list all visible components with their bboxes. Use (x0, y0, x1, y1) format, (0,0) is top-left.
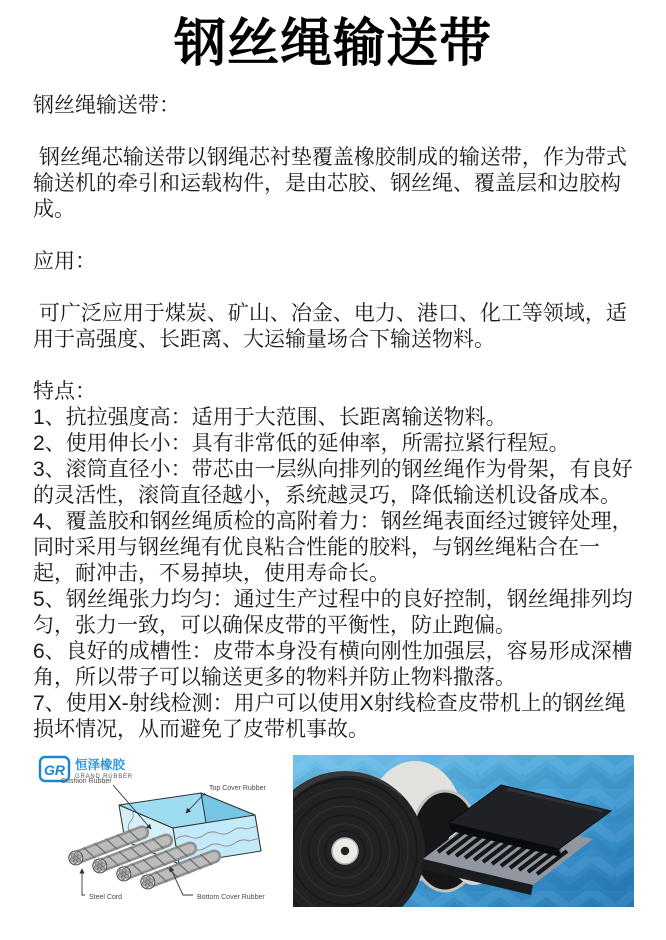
feature-item: 2、使用伸长小：具有非常低的延伸率，所需拉紧行程短。 (33, 431, 570, 455)
belt-structure-diagram (33, 755, 284, 910)
document-body (0, 93, 666, 743)
product-photo (293, 755, 634, 907)
feature-item: 5、钢丝绳张力均匀：通过生产过程中的良好控制，钢丝绳排列均匀，张力一致，可以确保皮带的平衡性，防止跑偏。 (33, 587, 633, 637)
application-paragraph: 可广泛应用于煤炭、矿山、冶金、电力、港口、化工等领域，适用于高强度、长距离、大运输量场合下输送物料。 (33, 301, 627, 351)
logo-monogram: GR (44, 761, 65, 778)
label-steel-cord: Steel Cord (89, 893, 123, 901)
belt-structure-svg (33, 755, 284, 910)
brand-name-cn: 恒泽橡胶 (75, 757, 126, 772)
feature-item: 1、抗拉强度高：适用于大范围、长距离输送物料。 (33, 405, 507, 429)
feature-item: 6、良好的成槽性：皮带本身没有横向刚性加强层，容易形成深槽角，所以带子可以输送更多的物料并防止物料撒落。 (33, 639, 633, 689)
intro-paragraph: 钢丝绳芯输送带以钢绳芯衬垫覆盖橡胶制成的输送带，作为带式输送机的牵引和运载构件，是由芯胶、钢丝绳、覆盖层和边胶构成。 (33, 145, 627, 221)
brand-name-en: GRAND RUBBER (75, 773, 133, 780)
page-title: 钢丝绳输送带 (173, 15, 492, 73)
product-photo-svg (293, 755, 634, 907)
application-label: 应用： (33, 249, 96, 273)
intro-label: 钢丝绳输送带： (33, 93, 180, 117)
label-top-cover-rubber: Top Cover Rubber (209, 784, 266, 792)
figure-row (0, 755, 666, 910)
feature-item: 7、使用X-射线检测：用户可以使用X射线检查皮带机上的钢丝绳损坏情况，从而避免了皮带机事故。 (33, 691, 626, 741)
label-bottom-cover-rubber: Bottom Cover Rubber (197, 893, 265, 901)
feature-item: 3、滚筒直径小：带芯由一层纵向排列的钢丝绳作为骨架，有良好的灵活性，滚筒直径越小，系统越灵巧，降低输送机设备成本。 (33, 457, 633, 507)
feature-item: 4、覆盖胶和钢丝绳质检的高附着力：钢丝绳表面经过镀锌处理，同时采用与钢丝绳有优良粘合性能的胶料，与钢丝绳粘合在一起，耐冲击，不易掉块，使用寿命长。 (33, 509, 633, 585)
label-cushion-rubber: Cushion Rubber (61, 777, 112, 785)
features-label: 特点： (33, 379, 96, 403)
